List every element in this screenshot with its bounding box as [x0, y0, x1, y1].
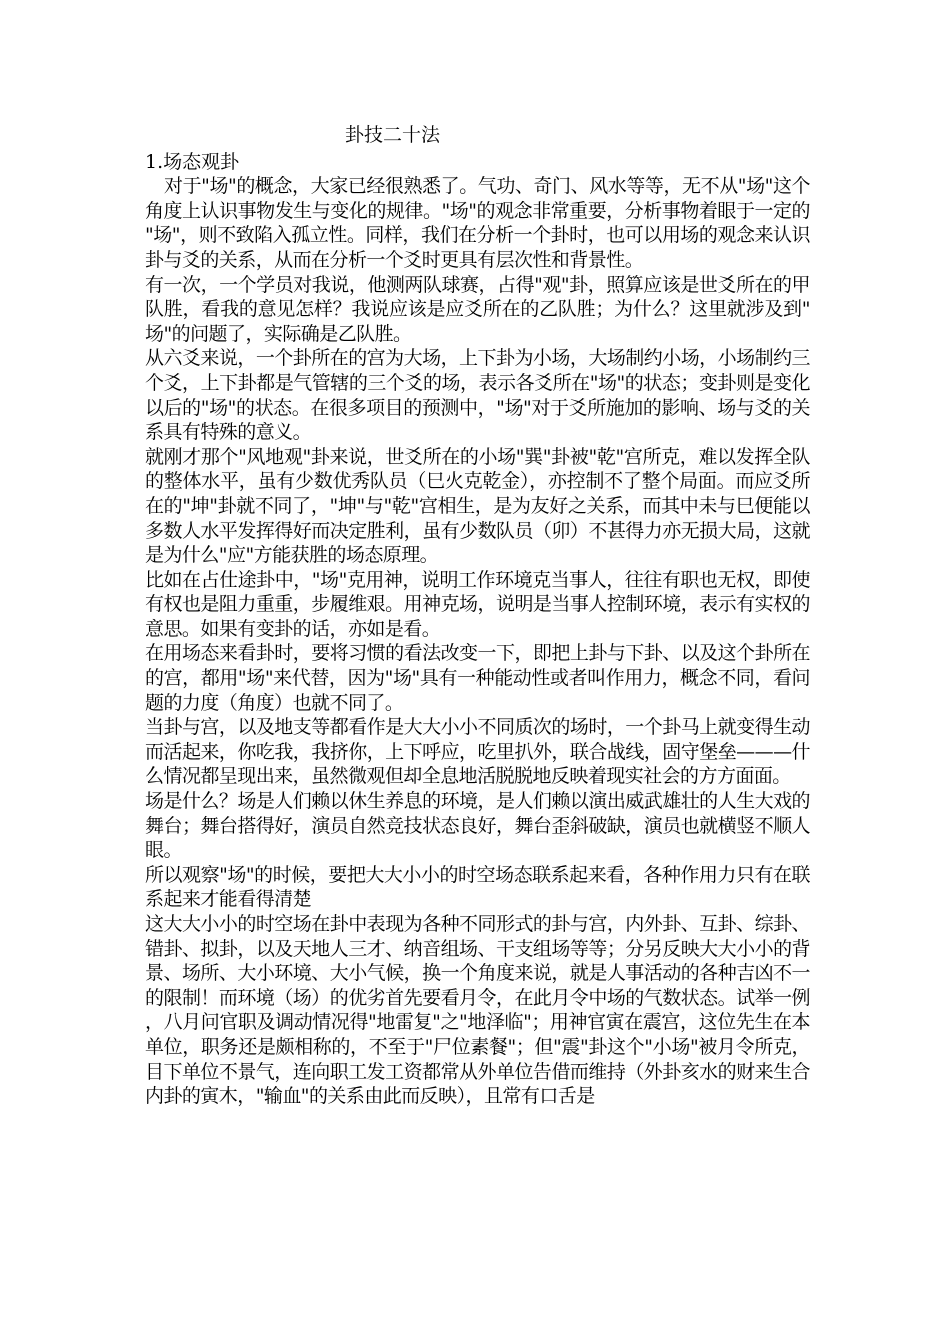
paragraph-2: 有一次，一个学员对我说，他测两队球赛，占得"观"卦，照算应该是世爻所在的甲队胜，看我的意见怎样？我说应该是应爻所在的乙队胜；为什么？这里就涉及到"场"的问题了，实际确是乙队胜。 [145, 273, 810, 345]
paragraph-6: 在用场态来看卦时，要将习惯的看法改变一下，即把上卦与下卦、以及这个卦所在的宫，都用"场"来代替，因为"场"具有一种能动性或者叫作用力，概念不同，看问题的力度（角度）也就不同了。 [145, 642, 810, 714]
paragraph-1: 对于"场"的概念，大家已经很熟悉了。气功、奇门、风水等等，无不从"场"这个角度上认识事物发生与变化的规律。"场"的观念非常重要，分析事物着眼于一定的"场"，则不致陷入孤立性。同样，我们在分析一个卦时，也可以用场的观念来认识卦与爻的关系，从而在分析一个爻时更具有层次性和背景性。 [145, 175, 810, 271]
section-heading: 1.场态观卦 [145, 150, 240, 173]
paragraph-3: 从六爻来说，一个卦所在的宫为大场，上下卦为小场，大场制约小场，小场制约三个爻，上下卦都是气管辖的三个爻的场，表示各爻所在"场"的状态；变卦则是变化以后的"场"的状态。在很多项目的预测中，"场"对于爻所施加的影响、场与爻的关系具有特殊的意义。 [145, 347, 810, 444]
document-body [145, 123, 810, 1109]
paragraph-5: 比如在占仕途卦中，"场"克用神，说明工作环境克当事人，往往有职也无权，即使有权也是阻力重重，步履维艰。用神克场，说明是当事人控制环境，表示有实权的意思。如果有变卦的话，亦如是看。 [145, 568, 810, 640]
paragraph-10: 这大大小小的时空场在卦中表现为各种不同形式的卦与宫，内外卦、互卦、综卦、错卦、拟卦，以及天地人三才、纳音组场、干支组场等等；分另反映大大小小的背景、场所、大小环境、大小气候，换一个角度来说，就是人事活动的各种吉凶不一的限制！而环境（场）的优劣首先要看月令，在此月令中场的气数状态。试举一例，八月问官职及调动情况得"地雷复"之"地泽临"；用神官寅在震宫，这位先生在本单位，职务还是颇相称的，不至于"尸位素餐"；但"震"卦这个"小场"被月令所克，目下单位不景气，连向职工发工资都常从外单位告借而维持（外卦亥水的财来生合内卦的寅木，"输血"的关系由此而反映），且常有口舌是 [145, 913, 810, 1108]
paragraph-8: 场是什么？场是人们赖以休生养息的环境，是人们赖以演出威武雄壮的人生大戏的舞台；舞台搭得好，演员自然竞技状态良好，舞台歪斜破缺，演员也就横竖不顺人眼。 [145, 790, 810, 862]
paragraph-4: 就刚才那个"风地观"卦来说，世爻所在的小场"巽"卦被"乾"宫所克，难以发挥全队的整体水平，虽有少数优秀队员（巳火克乾金），亦控制不了整个局面。而应爻所在的"坤"卦就不同了，"坤"与"乾"宫相生，是为友好之关系，而其中未与巳便能以多数人水平发挥得好而决定胜利，虽有少数队员（卯）不甚得力亦无损大局，这就是为什么"应"方能获胜的场态原理。 [145, 445, 810, 567]
paragraph-7: 当卦与宫，以及地支等都看作是大大小小不同质次的场时，一个卦马上就变得生动而活起来，你吃我，我挤你，上下呼应，吃里扒外，联合战线，固守堡垒———什么情况都呈现出来，虽然微观但却全息地活脱脱地反映着现实社会的方方面面。 [145, 716, 810, 788]
document-title: 卦技二十法 [345, 124, 441, 146]
paragraph-9: 所以观察"场"的时候，要把大大小小的时空场态联系起来看，各种作用力只有在联系起来才能看得清楚 [145, 863, 810, 911]
